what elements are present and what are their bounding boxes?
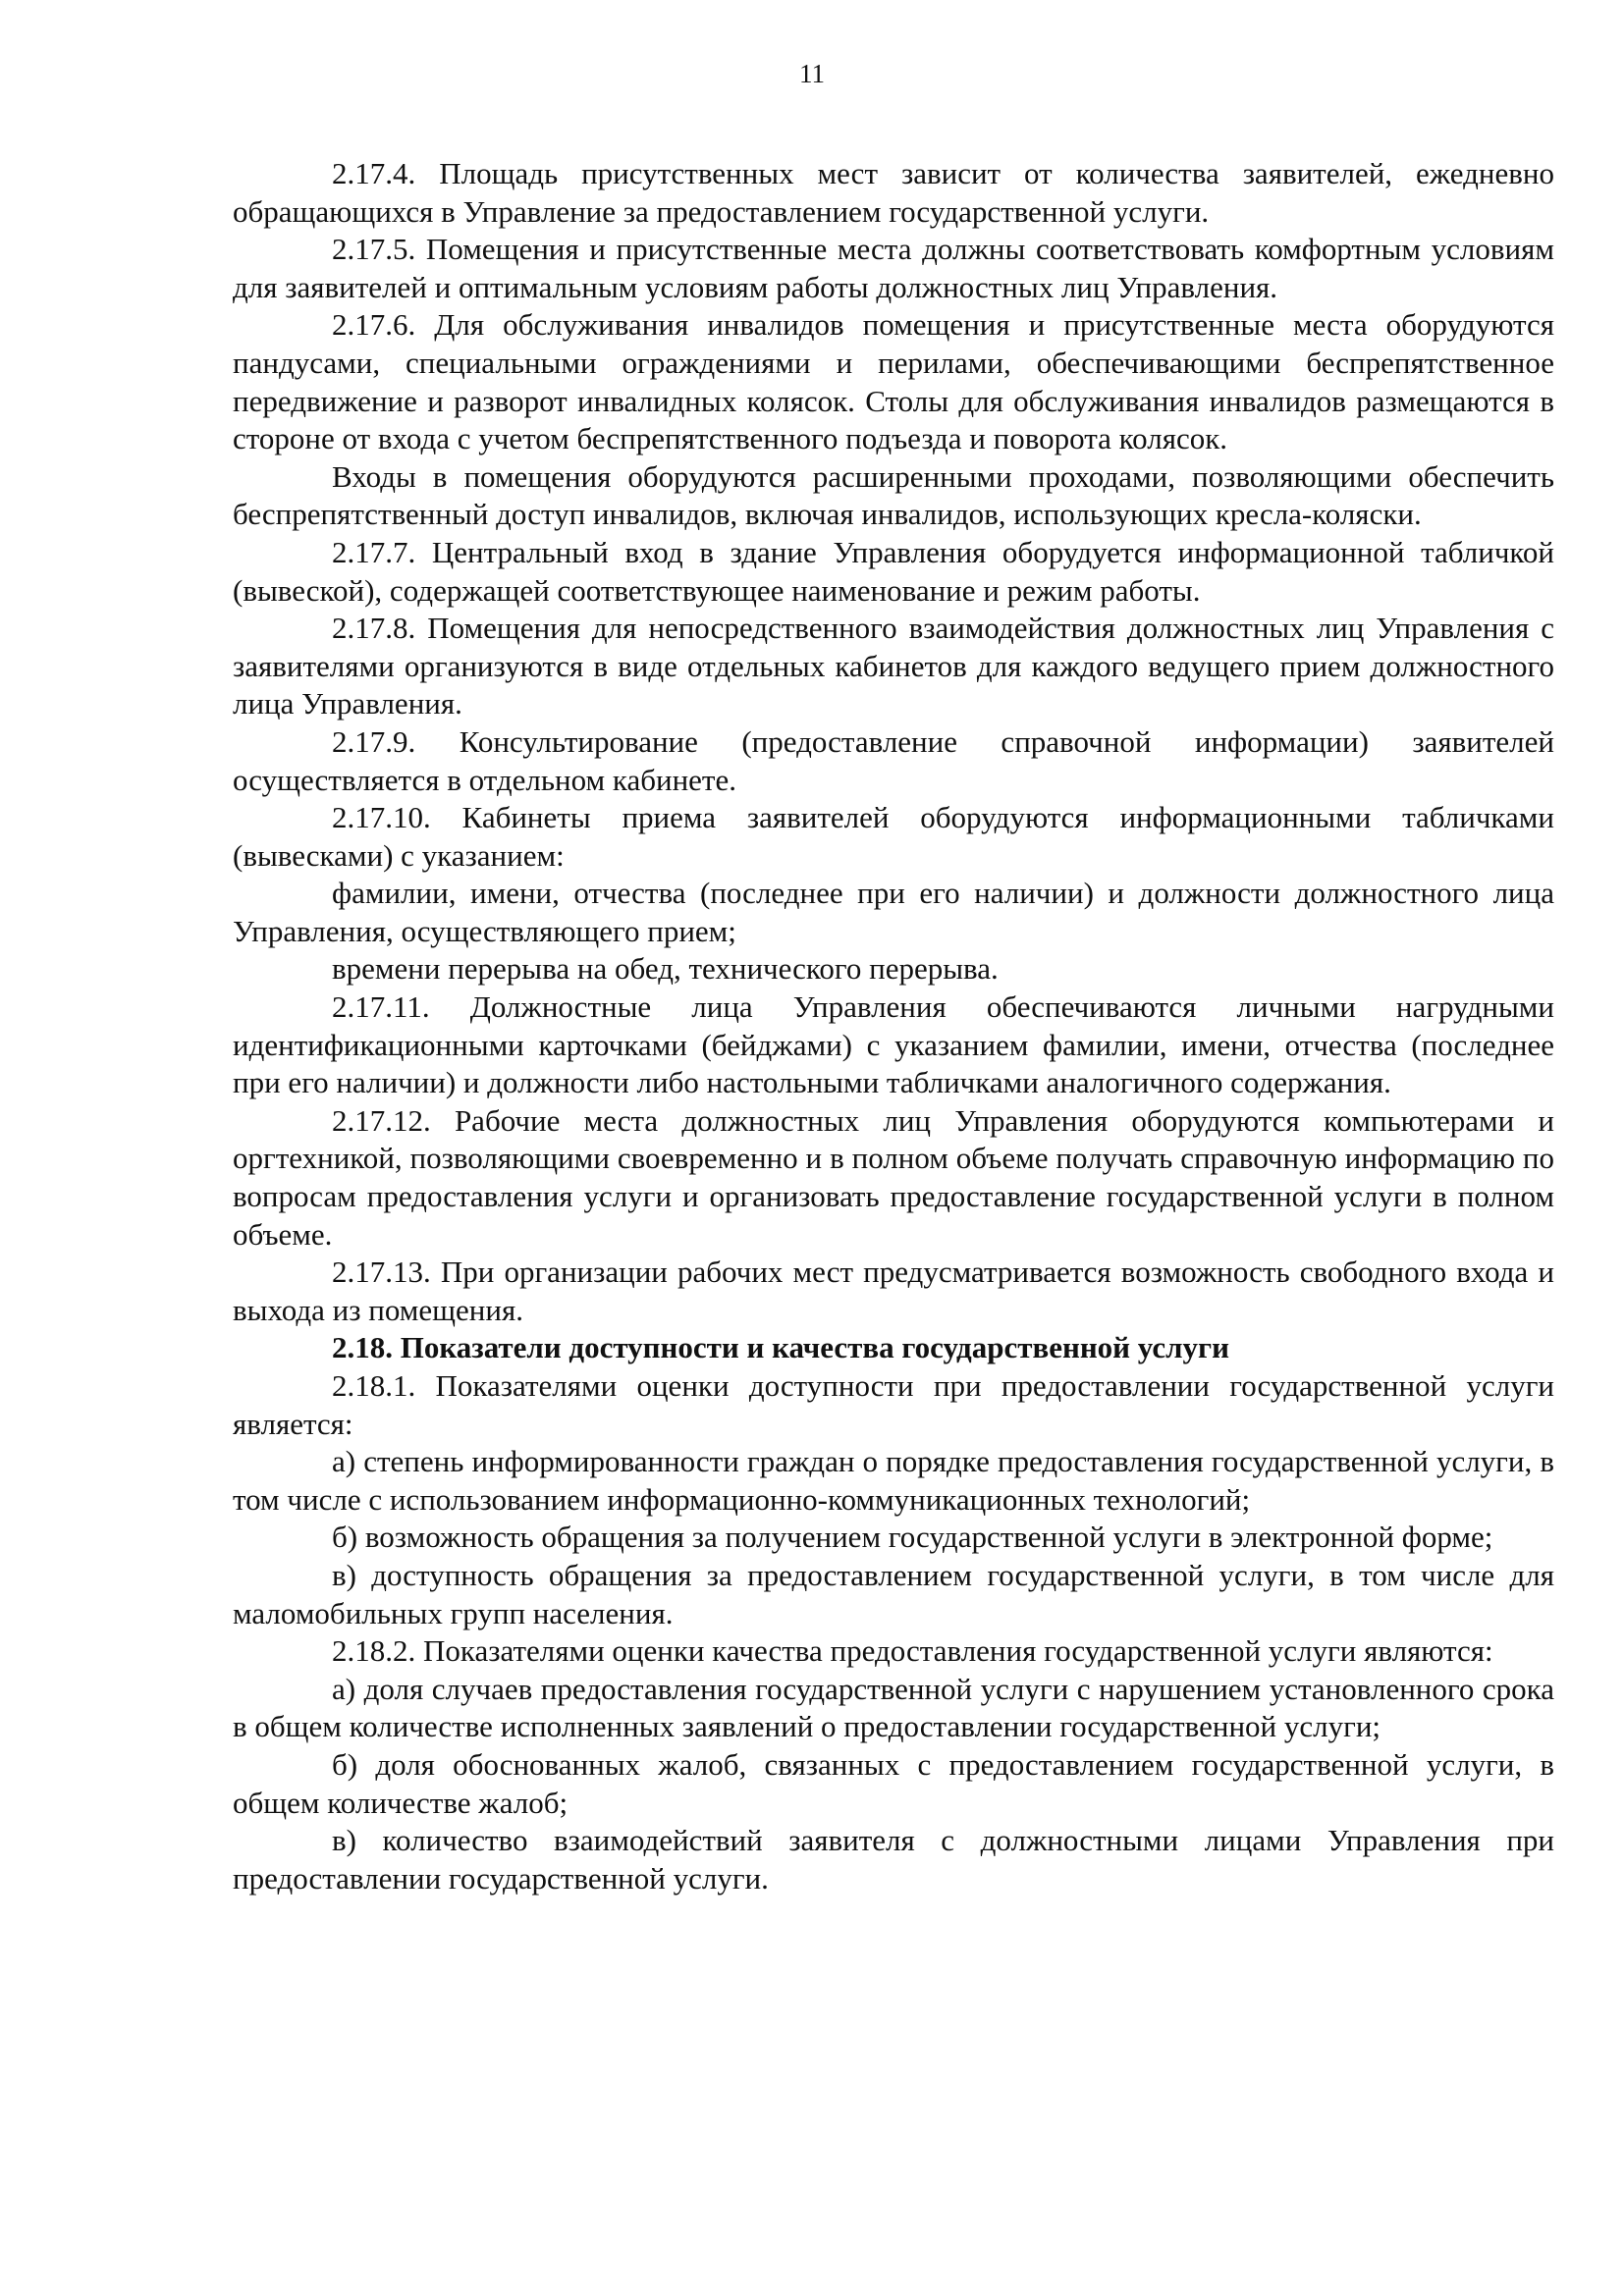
paragraph: 2.17.9. Консультирование (предоставление справочной информации) заявителей осуществляется в отдельном кабинете.: [233, 723, 1554, 797]
paragraph: 2.17.13. При организации рабочих мест предусматривается возможность свободного входа и выхода из помещения.: [233, 1255, 1554, 1327]
document-body: [233, 155, 1554, 1897]
paragraph: 2.17.8. Помещения для непосредственного взаимодействия должностных лиц Управления с заявителями организуются в виде отдельных кабинетов для каждого ведущего прием должностного лица Управления.: [233, 611, 1554, 721]
paragraph: 2.18.1. Показателями оценки доступности при предоставлении государственной услуги является:: [233, 1368, 1554, 1441]
paragraph: а) степень информированности граждан о порядке предоставления государственной услуги, в том числе с использованием информационно-коммуникационных технологий;: [233, 1444, 1554, 1517]
paragraph: 2.17.12. Рабочие места должностных лиц Управления оборудуются компьютерами и оргтехникой, позволяющими своевременно и в полном объеме получать справочную информацию по вопросам предоставления услуги и организовать предоставление государственной услуги в полном объеме.: [233, 1102, 1554, 1252]
paragraph: в) доступность обращения за предоставлением государственной услуги, в том числе для маломобильных групп населения.: [233, 1557, 1554, 1630]
section-heading: 2.18. Показатели доступности и качества государственной услуги: [332, 1330, 1229, 1365]
paragraph: а) доля случаев предоставления государственной услуги с нарушением установленного срока в общем количестве исполненных заявлений о предоставлении государственной услуги;: [233, 1671, 1554, 1744]
paragraph: 2.17.11. Должностные лица Управления обеспечиваются личными нагрудными идентификационными карточками (бейджами) с указанием фамилии, имени, отчества (последнее при его наличии) и должности либо настольными табличками аналогичного содержания.: [233, 989, 1554, 1100]
paragraph: 2.17.5. Помещения и присутственные места должны соответствовать комфортным условиям для заявителей и оптимальным условиям работы должностных лиц Управления.: [233, 232, 1554, 304]
page-number: 11: [799, 59, 825, 88]
paragraph: 2.17.6. Для обслуживания инвалидов помещения и присутственные места оборудуются пандусами, специальными ограждениями и перилами, обеспечивающими беспрепятственное передвижение и разворот инвалидных колясок. Столы для обслуживания инвалидов размещаются в стороне от входа с учетом беспрепятственного подъезда и поворота колясок.: [233, 307, 1554, 456]
paragraph: 2.17.10. Кабинеты приема заявителей оборудуются информационными табличками (вывесками) с указанием:: [233, 800, 1554, 873]
paragraph: в) количество взаимодействий заявителя с должностными лицами Управления при предоставлении государственной услуги.: [233, 1823, 1554, 1896]
paragraph: б) доля обоснованных жалоб, связанных с предоставлением государственной услуги, в общем количестве жалоб;: [233, 1746, 1554, 1820]
paragraph: 2.17.4. Площадь присутственных мест зависит от количества заявителей, ежедневно обращающихся в Управление за предоставлением государственной услуги.: [233, 156, 1554, 229]
paragraph: б) возможность обращения за получением государственной услуги в электронной форме;: [332, 1520, 1493, 1555]
paragraph: 2.17.7. Центральный вход в здание Управления оборудуется информационной табличкой (вывеской), содержащей соответствующее наименование и режим работы.: [233, 534, 1554, 608]
paragraph: фамилии, имени, отчества (последнее при его наличии) и должности должностного лица Управления, осуществляющего прием;: [233, 876, 1554, 948]
paragraph: Входы в помещения оборудуются расширенными проходами, позволяющими обеспечить беспрепятственный доступ инвалидов, включая инвалидов, использующих кресла-коляски.: [233, 458, 1554, 532]
paragraph: 2.18.2. Показателями оценки качества предоставления государственной услуги являются:: [332, 1633, 1493, 1669]
paragraph: времени перерыва на обед, технического перерыва.: [332, 951, 999, 987]
